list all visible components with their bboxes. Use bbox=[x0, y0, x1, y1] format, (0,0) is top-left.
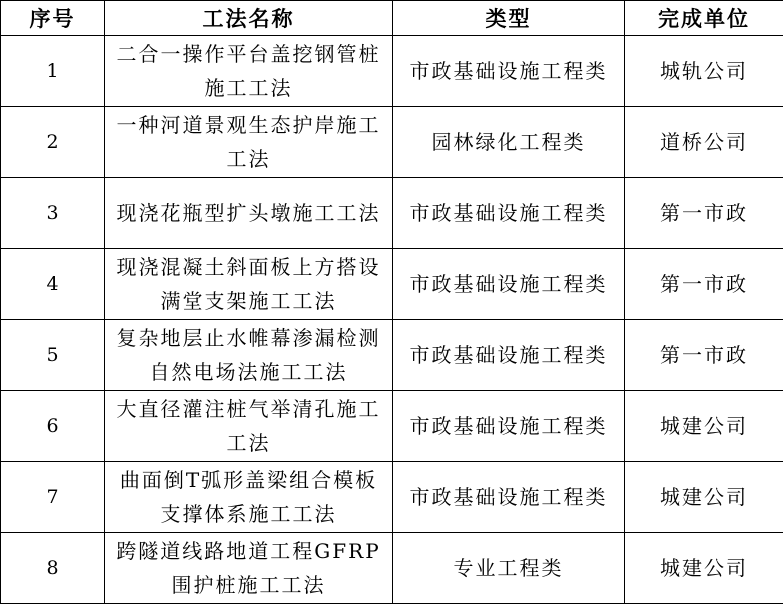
table-row bbox=[1, 391, 783, 462]
row-type: 市政基础设施工程类 bbox=[393, 36, 625, 107]
table-row bbox=[1, 533, 783, 604]
row-unit: 城建公司 bbox=[625, 533, 783, 604]
row-type: 市政基础设施工程类 bbox=[393, 462, 625, 533]
row-unit: 第一市政 bbox=[625, 178, 783, 249]
row-type: 市政基础设施工程类 bbox=[393, 249, 625, 320]
row-unit: 城建公司 bbox=[625, 462, 783, 533]
row-method-name: 现浇混凝土斜面板上方搭设满堂支架施工工法 bbox=[105, 249, 393, 320]
row-method-name: 曲面倒T弧形盖梁组合模板支撑体系施工工法 bbox=[105, 462, 393, 533]
row-method-name: 二合一操作平台盖挖钢管桩施工工法 bbox=[105, 36, 393, 107]
row-method-name: 跨隧道线路地道工程GFRP围护桩施工工法 bbox=[105, 533, 393, 604]
row-method-name: 一种河道景观生态护岸施工工法 bbox=[105, 107, 393, 178]
row-unit: 第一市政 bbox=[625, 320, 783, 391]
header-type: 类型 bbox=[393, 1, 625, 36]
table-row bbox=[1, 107, 783, 178]
row-unit: 第一市政 bbox=[625, 249, 783, 320]
row-method-name: 大直径灌注桩气举清孔施工工法 bbox=[105, 391, 393, 462]
row-type: 市政基础设施工程类 bbox=[393, 178, 625, 249]
row-no: 3 bbox=[1, 178, 105, 249]
table-row bbox=[1, 462, 783, 533]
row-method-name: 复杂地层止水帷幕渗漏检测自然电场法施工工法 bbox=[105, 320, 393, 391]
row-type: 市政基础设施工程类 bbox=[393, 391, 625, 462]
row-no: 8 bbox=[1, 533, 105, 604]
header-row bbox=[1, 1, 783, 36]
row-type: 园林绿化工程类 bbox=[393, 107, 625, 178]
header-no: 序号 bbox=[1, 1, 105, 36]
table-row bbox=[1, 178, 783, 249]
header-method-name: 工法名称 bbox=[105, 1, 393, 36]
header-unit: 完成单位 bbox=[625, 1, 783, 36]
row-no: 6 bbox=[1, 391, 105, 462]
row-no: 1 bbox=[1, 36, 105, 107]
row-unit: 城建公司 bbox=[625, 391, 783, 462]
row-unit: 道桥公司 bbox=[625, 107, 783, 178]
row-no: 2 bbox=[1, 107, 105, 178]
table-row bbox=[1, 36, 783, 107]
row-unit: 城轨公司 bbox=[625, 36, 783, 107]
row-type: 市政基础设施工程类 bbox=[393, 320, 625, 391]
row-no: 7 bbox=[1, 462, 105, 533]
row-no: 4 bbox=[1, 249, 105, 320]
table-row bbox=[1, 320, 783, 391]
table-row bbox=[1, 249, 783, 320]
row-method-name: 现浇花瓶型扩头墩施工工法 bbox=[105, 178, 393, 249]
row-no: 5 bbox=[1, 320, 105, 391]
row-type: 专业工程类 bbox=[393, 533, 625, 604]
